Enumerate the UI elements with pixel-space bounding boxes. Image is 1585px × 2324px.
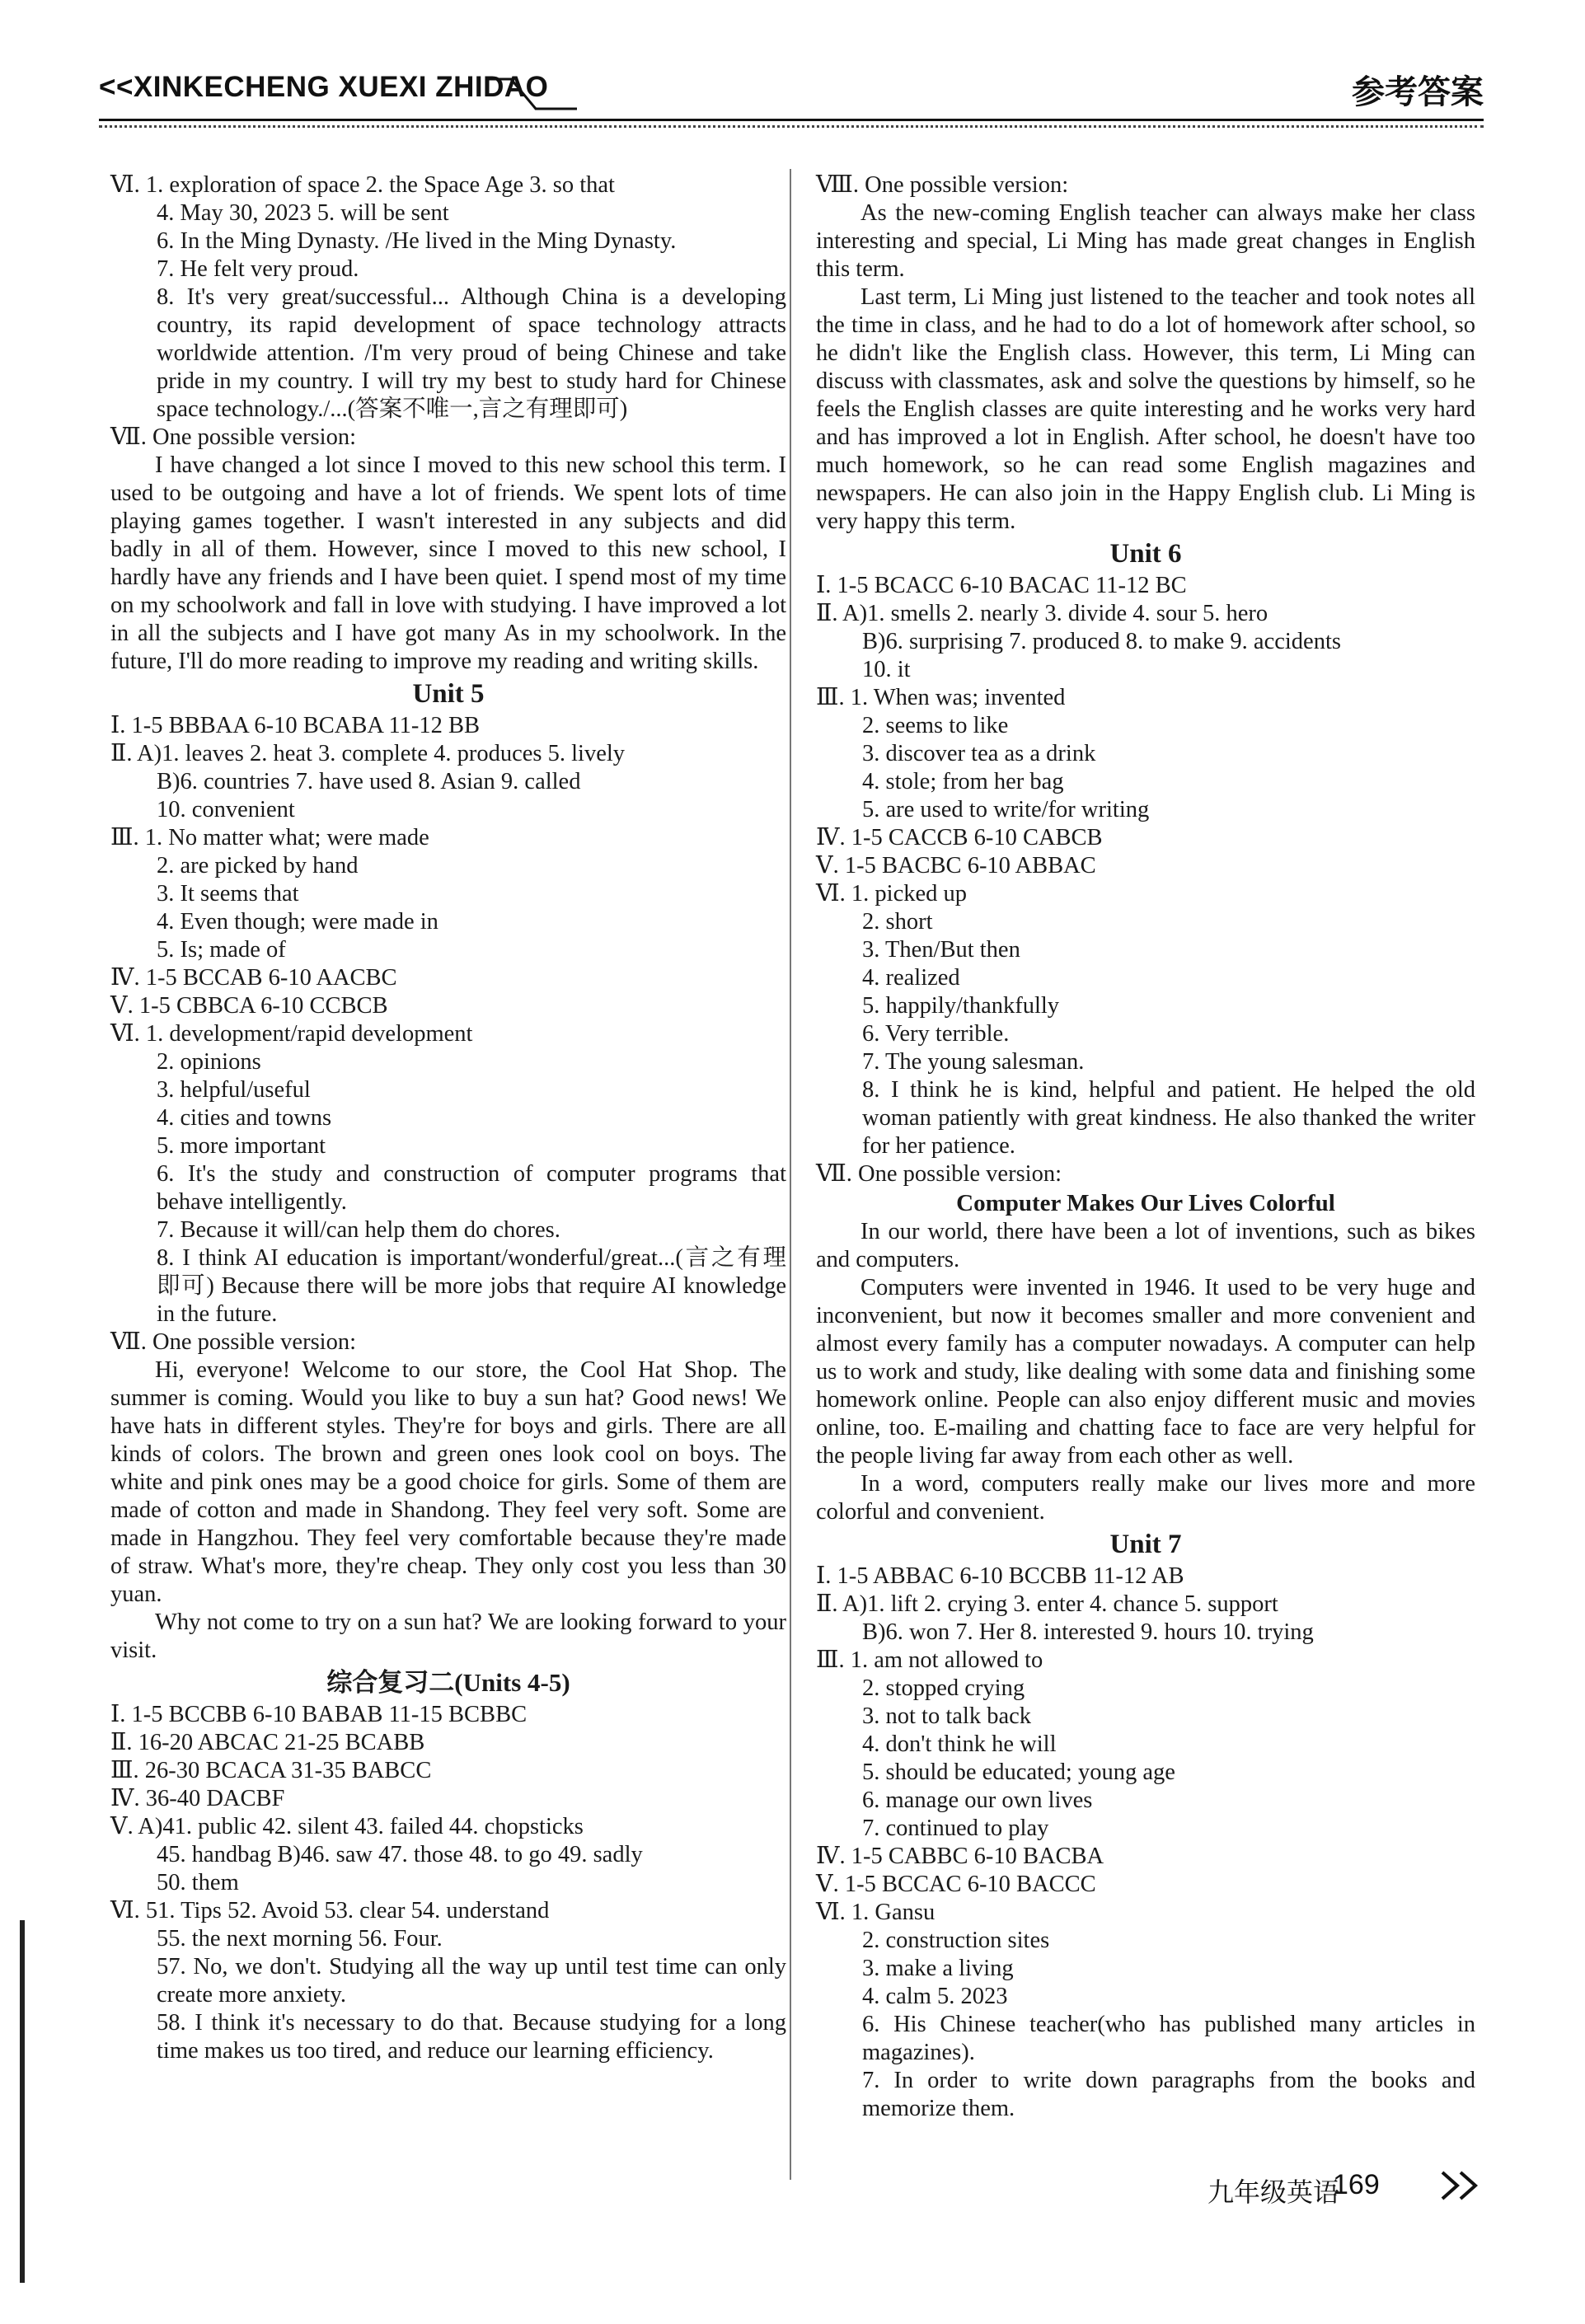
sample-essay: Why not come to try on a sun hat? We are looking forward to your visit. [110, 1609, 786, 1663]
page-number: 169 [1333, 2169, 1380, 2200]
answer-line: Ⅰ. 1-5 BCCBB 6-10 BABAB 11-15 BCBBC [110, 1702, 528, 1727]
page-header [99, 64, 1484, 124]
answer-line: 6. In the Ming Dynasty. /He lived in the Ming Dynasty. [157, 228, 677, 254]
answer-line: 7. The young salesman. [862, 1049, 1085, 1075]
binding-edge [20, 1920, 25, 2283]
answer-line: 7. continued to play [862, 1816, 1049, 1841]
header-dotted-rule [99, 125, 1484, 128]
unit-heading: Unit 7 [1109, 1530, 1182, 1559]
sample-essay: In a word, computers really make our lives more and more colorful and convenient. [816, 1471, 1475, 1525]
answer-line: 5. Is; made of [157, 937, 286, 963]
answer-line: Ⅰ. 1-5 BCACC 6-10 BACAC 11-12 BC [816, 573, 1187, 598]
unit-heading: Unit 5 [412, 679, 485, 709]
section-heading: Ⅶ. One possible version: [110, 424, 356, 450]
sample-essay: In our world, there have been a lot of inventions, such as bikes and computers. [816, 1219, 1475, 1272]
answer-paragraph: 8. I think AI education is important/wonderful/great...(言之有理即可) Because there will be more jobs that require AI knowledge in the future. [157, 1245, 786, 1327]
answer-line: Ⅲ. 26-30 BCACA 31-35 BABCC [110, 1758, 432, 1783]
footer-subject-label: 九年级英语 [1208, 2176, 1340, 2208]
sample-essay: Last term, Li Ming just listened to the teacher and took notes all the time in class, and he had to do a lot of homework after school, so he didn't like the English class. However, this term, Li Ming can discuss with classmates, ask and solve the questions by himself, so he feels the English classes are quite interesting and he works very hard and has improved a lot in English. After school, he doesn't have too much homework, so he can read some English magazines and newspapers. He can also join in the Happy English club. Li Ming is very happy this term. [816, 284, 1475, 534]
answer-line: Ⅵ. 1. picked up [816, 881, 968, 907]
answer-line: 45. handbag B)46. saw 47. those 48. to go 49. sadly [157, 1842, 643, 1867]
answer-line: Ⅵ. 1. development/rapid development [110, 1021, 473, 1047]
answer-line: 2. construction sites [862, 1928, 1050, 1953]
answer-line: 4. calm 5. 2023 [862, 1984, 1008, 2009]
sample-essay: Hi, everyone! Welcome to our store, the Cool Hat Shop. The summer is coming. Would you like to buy a sun hat? Good news! We have hats in different styles. They're for boys and girls. There are all kinds of colors. The brown and green ones look cool on boys. The white and pink ones may be a good choice for girls. Some of them are made of cotton and made in Shandong. They feel very soft. Some are made in Hangzhou. They feel very comfortable because they're made of straw. What's more, they're cheap. They only cost you less than 30 yuan. [110, 1357, 786, 1607]
section-heading: Ⅷ. One possible version: [816, 172, 1069, 198]
double-chevron-left-icon: << [99, 71, 134, 103]
answer-paragraph: 57. No, we don't. Studying all the way up until test time can only create more anxiety. [157, 1954, 786, 2008]
answer-paragraph: 8. It's very great/successful... Although China is a developing country, its rapid development of space technology attracts worldwide attention. /I'm very proud of being Chinese and take pride in my country. I will try my best to study hard for Chinese space technology./...(答案不唯一,言之有理即可) [157, 284, 786, 422]
answer-line: Ⅰ. 1-5 ABBAC 6-10 BCCBB 11-12 AB [816, 1563, 1184, 1589]
answer-line: Ⅵ. 51. Tips 52. Avoid 53. clear 54. understand [110, 1898, 550, 1923]
answer-line: Ⅵ. 1. Gansu [816, 1900, 936, 1925]
answer-line: B)6. won 7. Her 8. interested 9. hours 10. trying [862, 1619, 1314, 1645]
answer-line: 4. don't think he will [862, 1731, 1057, 1757]
answer-line: 3. make a living [862, 1956, 1014, 1981]
answer-line: Ⅴ. 1-5 BCCAC 6-10 BACCC [816, 1872, 1096, 1897]
header-slant-decoration [486, 76, 577, 112]
header-series-title [99, 71, 548, 104]
answer-line: 7. He felt very proud. [157, 256, 359, 282]
answer-line: 50. them [157, 1870, 239, 1895]
answer-line: 2. stopped crying [862, 1675, 1025, 1701]
answer-line: Ⅰ. 1-5 BBBAA 6-10 BCABA 11-12 BB [110, 713, 481, 738]
answer-line: Ⅴ. 1-5 CBBCA 6-10 CCBCB [110, 993, 388, 1019]
column-divider [790, 169, 791, 2180]
header-section-title: 参考答案 [1352, 73, 1484, 111]
answer-line: 10. convenient [157, 797, 295, 822]
answer-line: 2. are picked by hand [157, 853, 359, 879]
answer-line: 3. Then/But then [862, 937, 1020, 963]
answer-line: Ⅲ. 1. When was; invented [816, 685, 1066, 710]
right-column [816, 171, 1475, 2123]
answer-line: Ⅳ. 1-5 CACCB 6-10 CABCB [816, 825, 1103, 850]
left-column [110, 171, 786, 2065]
sample-essay: Computers were invented in 1946. It used to be very huge and inconvenient, but now it becomes smaller and more convenient and almost every family has a computer nowadays. A computer can help us to work and study, like dealing with some data and finishing some homework online. People can also enjoy different music and movies online, too. E-mailing and chatting face to face are very helpful for the people living far away from each other as well. [816, 1275, 1475, 1469]
answer-line: 4. cities and towns [157, 1105, 332, 1131]
answer-line: Ⅱ. 16-20 ABCAC 21-25 BCABB [110, 1730, 425, 1755]
section-heading: Ⅶ. One possible version: [110, 1329, 356, 1355]
answer-line: 4. stole; from her bag [862, 769, 1064, 794]
answer-line: 3. discover tea as a drink [862, 741, 1096, 766]
answer-line: 4. realized [862, 965, 960, 991]
answer-line: 5. should be educated; young age [862, 1759, 1175, 1785]
answer-line: Ⅵ. 1. exploration of space 2. the Space Age 3. so that [110, 172, 615, 198]
answer-line: Ⅲ. 1. am not allowed to [816, 1647, 1043, 1673]
answer-paragraph: 6. His Chinese teacher(who has published many articles in magazines). [862, 2012, 1475, 2065]
answer-line: Ⅳ. 1-5 BCCAB 6-10 AACBC [110, 965, 397, 991]
answer-line: Ⅱ. A)1. leaves 2. heat 3. complete 4. produces 5. lively [110, 741, 626, 766]
essay-title: Computer Makes Our Lives Colorful [956, 1190, 1335, 1216]
answer-line: 6. Very terrible. [862, 1021, 1010, 1047]
answer-line: 5. happily/thankfully [862, 993, 1060, 1019]
section-heading: Ⅶ. One possible version: [816, 1161, 1062, 1187]
review-heading: 综合复习二(Units 4-5) [326, 1668, 570, 1697]
answer-line: Ⅳ. 36-40 DACBF [110, 1786, 285, 1811]
answer-line: B)6. countries 7. have used 8. Asian 9. called [157, 769, 581, 794]
answer-line: 2. opinions [157, 1049, 261, 1075]
answer-line: 2. short [862, 909, 933, 935]
sample-essay: As the new-coming English teacher can always make her class interesting and special, Li Ming has made great changes in English this term. [816, 200, 1475, 282]
answer-line: 55. the next morning 56. Four. [157, 1926, 443, 1952]
answer-line: Ⅲ. 1. No matter what; were made [110, 825, 429, 850]
answer-paragraph: 7. Because it will/can help them do chores. [157, 1217, 560, 1243]
answer-line: Ⅱ. A)1. smells 2. nearly 3. divide 4. sour 5. hero [816, 601, 1268, 626]
answer-line: Ⅳ. 1-5 CABBC 6-10 BACBA [816, 1844, 1104, 1869]
answer-line: 4. Even though; were made in [157, 909, 438, 935]
answer-line: Ⅴ. A)41. public 42. silent 43. failed 44. chopsticks [110, 1814, 584, 1839]
answer-paragraph: 8. I think he is kind, helpful and patient. He helped the old woman patiently with great kindness. He also thanked the writer for her patience. [862, 1077, 1475, 1159]
double-chevron-right-icon [1436, 2167, 1485, 2204]
answer-line: B)6. surprising 7. produced 8. to make 9. accidents [862, 629, 1341, 654]
answer-line: 3. It seems that [157, 881, 299, 907]
answer-line: Ⅱ. A)1. lift 2. crying 3. enter 4. chance 5. support [816, 1591, 1278, 1617]
answer-line: 4. May 30, 2023 5. will be sent [157, 200, 449, 226]
answer-line: 2. seems to like [862, 713, 1009, 738]
unit-heading: Unit 6 [1109, 539, 1182, 569]
answer-line: 5. more important [157, 1133, 326, 1159]
answer-paragraph: 6. It's the study and construction of computer programs that behave intelligently. [157, 1161, 786, 1215]
answer-line: 6. manage our own lives [862, 1788, 1093, 1813]
answer-paragraph: 7. In order to write down paragraphs from the books and memorize them. [862, 2068, 1475, 2121]
answer-line: 10. it [862, 657, 911, 682]
answer-paragraph: 58. I think it's necessary to do that. Because studying for a long time makes us too tired, and reduce our learning efficiency. [157, 2010, 786, 2064]
sample-essay: I have changed a lot since I moved to this new school this term. I used to be outgoing and have a lot of friends. We spent lots of time playing games together. I wasn't interested in any subjects and did badly in all of them. However, since I moved to this new school, I hardly have any friends and I have been quiet. I spend most of my time on my schoolwork and fall in love with studying. I have improved a lot in all the subjects and I have got many As in my schoolwork. In the future, I'll do more reading to improve my reading and writing skills. [110, 452, 786, 674]
header-rule [99, 119, 1484, 121]
answer-line: 5. are used to write/for writing [862, 797, 1150, 822]
answer-line: 3. not to talk back [862, 1703, 1031, 1729]
answer-line: 3. helpful/useful [157, 1077, 311, 1103]
answer-line: Ⅴ. 1-5 BACBC 6-10 ABBAC [816, 853, 1096, 879]
series-title: XINKECHENG XUEXI ZHIDAO [133, 71, 549, 103]
